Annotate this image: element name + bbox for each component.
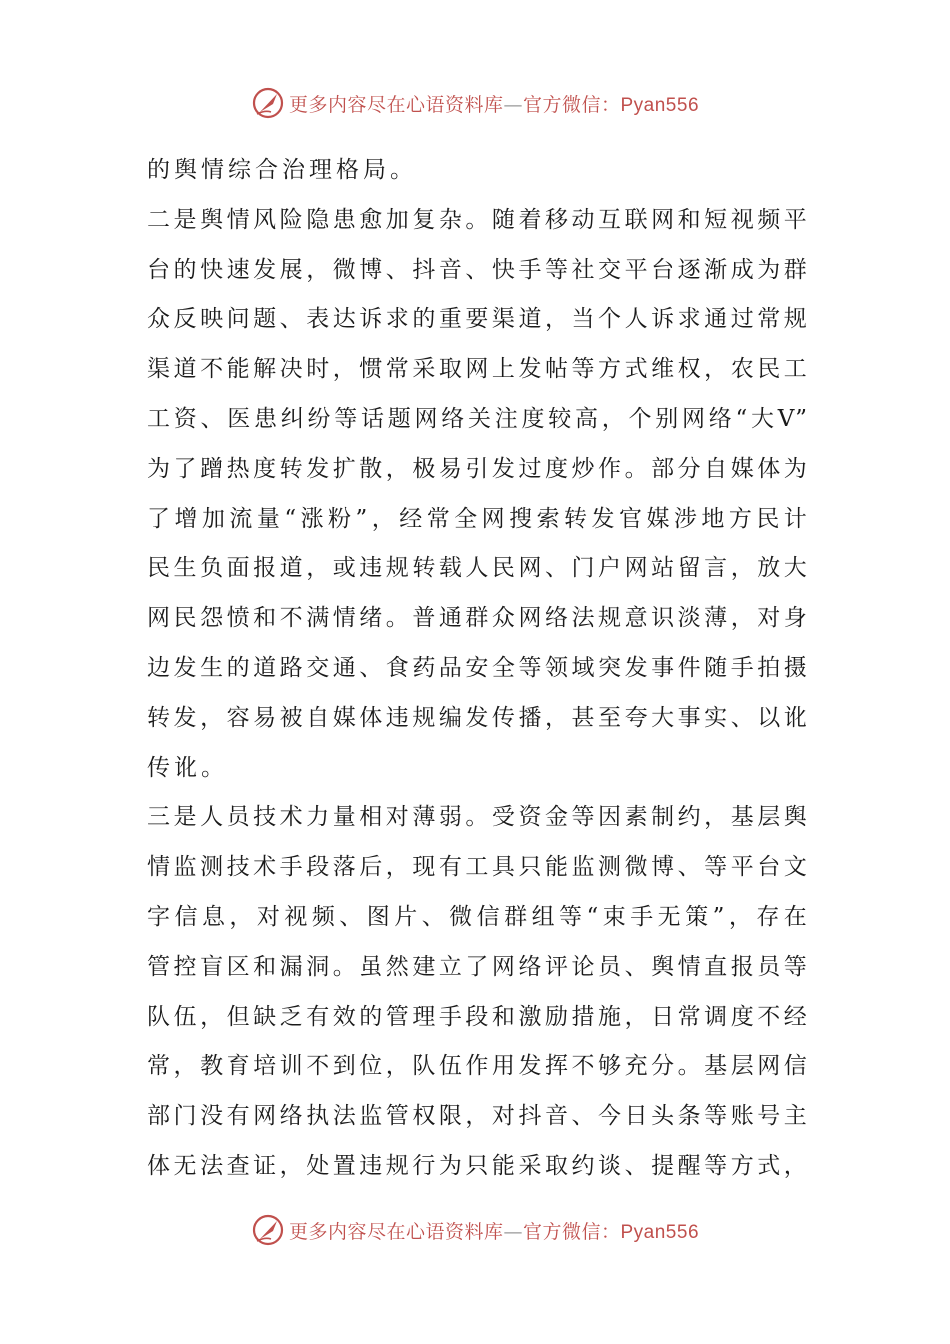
watermark-main: 更多内容尽在心语资料库 xyxy=(288,93,504,116)
text-line: 体 无 法 查 证 ， 处 置 违 规 行 为 只 能 采 取 约 谈 、 提 醒 等 方 式 ， xyxy=(147,1152,807,1179)
watermark-wechat-id: Pyan556 xyxy=(620,1221,700,1243)
text-line: 工 资 、 医 患 纠 纷 等 话 题 网 络 关 注 度 较 高 ， 个 别 网 络 “ 大 V” xyxy=(147,405,807,432)
text-line: 渠 道 不 能 解 决 时 ， 惯 常 采 取 网 上 发 帖 等 方 式 维 权 ， 农 民 工 xyxy=(147,356,807,383)
text-line: 台 的 快 速 发 展 ， 微 博 、 抖 音 、 快 手 等 社 交 平 台 逐 渐 成 为 群 xyxy=(147,256,807,283)
watermark-text xyxy=(289,90,699,117)
text-line: 情 监 测 技 术 手 段 落 后 ， 现 有 工 具 只 能 监 测 微 博 、 等 平 台 文 xyxy=(147,854,807,881)
text-line: 网 民 怨 愤 和 不 满 情 绪 。 普 通 群 众 网 络 法 规 意 识 淡 薄 ， 对 身 xyxy=(147,605,807,632)
text-line: 传讹。 xyxy=(147,754,228,781)
watermark-wechat-label: 官方微信： xyxy=(522,93,621,116)
quill-logo-icon xyxy=(251,1213,285,1247)
text-line: 众 反 映 问 题 、 表 达 诉 求 的 重 要 渠 道 ， 当 个 人 诉 求 通 过 常 规 xyxy=(147,306,807,333)
text-line: 常 ， 教 育 培 训 不 到 位 ， 队 伍 作 用 发 挥 不 够 充 分 。 基 层 网 信 xyxy=(147,1053,807,1080)
text-line: 管 控 盲 区 和 漏 洞 。 虽 然 建 立 了 网 络 评 论 员 、 舆 情 直 报 员 等 xyxy=(147,953,807,980)
text-line: 民 生 负 面 报 道 ， 或 违 规 转 载 人 民 网 、 门 户 网 站 留 言 ， 放 大 xyxy=(147,555,807,582)
text-line: 边 发 生 的 道 路 交 通 、 食 药 品 安 全 等 领 域 突 发 事 件 随 手 拍 摄 xyxy=(147,654,807,681)
text-line: 转 发 ， 容 易 被 自 媒 体 违 规 编 发 传 播 ， 甚 至 夸 大 事 实 、 以 讹 xyxy=(147,704,807,731)
watermark-wechat-id: Pyan556 xyxy=(620,94,700,116)
text-line: 了 增 加 流 量 “ 涨 粉 ” ， 经 常 全 网 搜 索 转 发 官 媒 涉 地 方 民 计 xyxy=(147,505,807,532)
watermark-separator: — xyxy=(503,93,523,116)
text-line: 字 信 息 ， 对 视 频 、 图 片 、 微 信 群 组 等 “ 束 手 无 策 ” ， 存 在 xyxy=(147,903,807,930)
text-line: 二 是 舆 情 风 险 隐 患 愈 加 复 杂 。 随 着 移 动 互 联 网 和 短 视 频 平 xyxy=(147,206,807,233)
text-line: 的舆情综合治理格局。 xyxy=(147,157,417,183)
header-watermark xyxy=(0,83,950,123)
footer-watermark xyxy=(0,1210,950,1250)
quill-logo-icon xyxy=(251,86,285,120)
document-body xyxy=(147,146,807,1192)
watermark-separator: — xyxy=(503,1220,523,1243)
text-line: 队 伍 ， 但 缺 乏 有 效 的 管 理 手 段 和 激 励 措 施 ， 日 常 调 度 不 经 xyxy=(147,1003,807,1030)
text-line: 三 是 人 员 技 术 力 量 相 对 薄 弱 。 受 资 金 等 因 素 制 约 ， 基 层 舆 xyxy=(147,804,807,831)
watermark-main: 更多内容尽在心语资料库 xyxy=(288,1220,504,1243)
watermark-wechat-label: 官方微信： xyxy=(522,1220,621,1243)
watermark-text xyxy=(289,1217,699,1244)
text-line: 部 门 没 有 网 络 执 法 监 管 权 限 ， 对 抖 音 、 今 日 头 条 等 账 号 主 xyxy=(147,1103,807,1130)
text-line: 为 了 蹭 热 度 转 发 扩 散 ， 极 易 引 发 过 度 炒 作 。 部 分 自 媒 体 为 xyxy=(147,455,807,482)
